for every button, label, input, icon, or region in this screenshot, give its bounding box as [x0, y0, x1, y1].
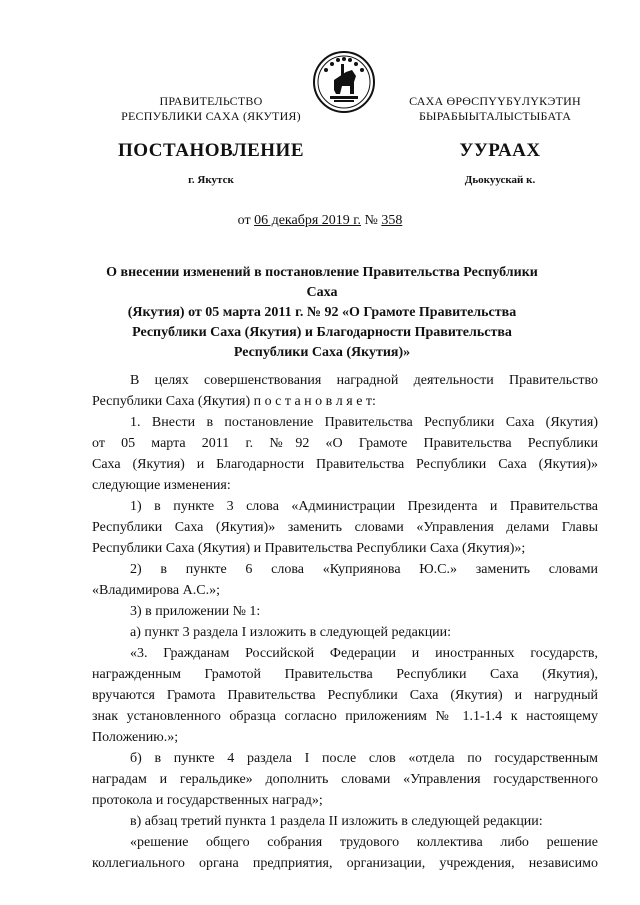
- body-line: в) абзац третий пункта 1 раздела II изложить в следующей редакции:: [130, 814, 543, 829]
- body-line: «Владимирова А.С.»;: [92, 583, 220, 598]
- document-number: 358: [381, 213, 403, 228]
- number-label: №: [360, 213, 382, 228]
- title-line-3: Республики Саха (Якутия) и Благодарности Правительства: [132, 325, 512, 340]
- body-line: Республики Саха (Якутия)» заменить словами «Управления делами Главы: [92, 520, 598, 535]
- body-line: 1) в пункте 3 слова «Администрации Президента и Правительства: [130, 499, 598, 514]
- body-line: В целях совершенствования наградной деятельности Правительство: [130, 373, 598, 388]
- body-line: следующие изменения:: [92, 478, 231, 493]
- title-line-1: О внесении изменений в постановление Правительства Республики Саха: [106, 265, 538, 300]
- right-org-line1: САХА ӨРӨСПҮҮБҮЛҮКЭТИН: [409, 94, 581, 108]
- date-line: [0, 213, 640, 229]
- right-org-line2: БЫРАБЫЫТАЛЫСТЫБАТА: [418, 109, 572, 123]
- title-line-2: (Якутия) от 05 марта 2011 г. № 92 «О Грамоте Правительства: [127, 305, 517, 320]
- body-line: 3) в приложении № 1:: [130, 604, 261, 619]
- body-line: а) пункт 3 раздела I изложить в следующей редакции:: [130, 625, 452, 640]
- body-line: 1. Внести в постановление Правительства Республики Саха (Якутия): [130, 415, 598, 430]
- document-date: 06 декабря 2019 г.: [254, 213, 361, 228]
- doc-type-russian: ПОСТАНОВЛЕНИЕ: [117, 140, 305, 161]
- document-body: [92, 370, 598, 874]
- body-line: от 05 марта 2011 г. №92 «О Грамоте Правительства Республики: [92, 436, 598, 451]
- body-line: «решение общего собрания трудового коллектива либо решение: [130, 835, 598, 850]
- body-line: б) в пункте 4 раздела I после слов «отдела по государственным: [130, 751, 598, 766]
- left-org-line1: ПРАВИТЕЛЬСТВО: [159, 94, 263, 108]
- body-line: знак установленного образца согласно приложениям № 1.1-1.4 к настоящему: [92, 709, 598, 724]
- doc-type-yakut: УУРААХ: [459, 140, 541, 161]
- body-line: наградам и геральдике» дополнить словами «Управления государственного: [92, 772, 598, 787]
- body-line: Республики Саха (Якутия) и Правительства Республики Саха (Якутия)»;: [92, 541, 526, 556]
- body-line: коллегиального органа предприятия, организации, учреждения, независимо: [92, 856, 598, 871]
- left-org-line2: РЕСПУБЛИКИ САХА (ЯКУТИЯ): [121, 109, 301, 123]
- right-org-name: [370, 94, 620, 124]
- body-line: 2) в пункте 6 слова «Куприянова Ю.С.» заменить словами: [130, 562, 598, 577]
- body-line: «3. Гражданам Российской Федерации и иностранных государств,: [130, 646, 598, 661]
- body-line: Саха (Якутия) и Благодарности Правительства Республики Саха (Якутия)»: [92, 457, 598, 472]
- city-russian: г. Якутск: [188, 174, 234, 186]
- date-prefix: от: [237, 213, 255, 228]
- body-line: Республики Саха (Якутия) п о с т а н о в л я е т:: [92, 394, 376, 409]
- document-title: [92, 263, 552, 363]
- body-line: награжденным Грамотой Правительства Республики Саха (Якутия),: [92, 667, 598, 682]
- body-line: протокола и государственных наград»;: [92, 793, 323, 808]
- left-org-name: [96, 94, 326, 124]
- body-line: Положению.»;: [92, 730, 179, 745]
- body-line: вручаются Грамота Правительства Республики Саха (Якутия) и нагрудный: [92, 688, 598, 703]
- city-yakut: Дьокуускай к.: [464, 174, 536, 186]
- title-line-4: Республики Саха (Якутия)»: [233, 345, 411, 360]
